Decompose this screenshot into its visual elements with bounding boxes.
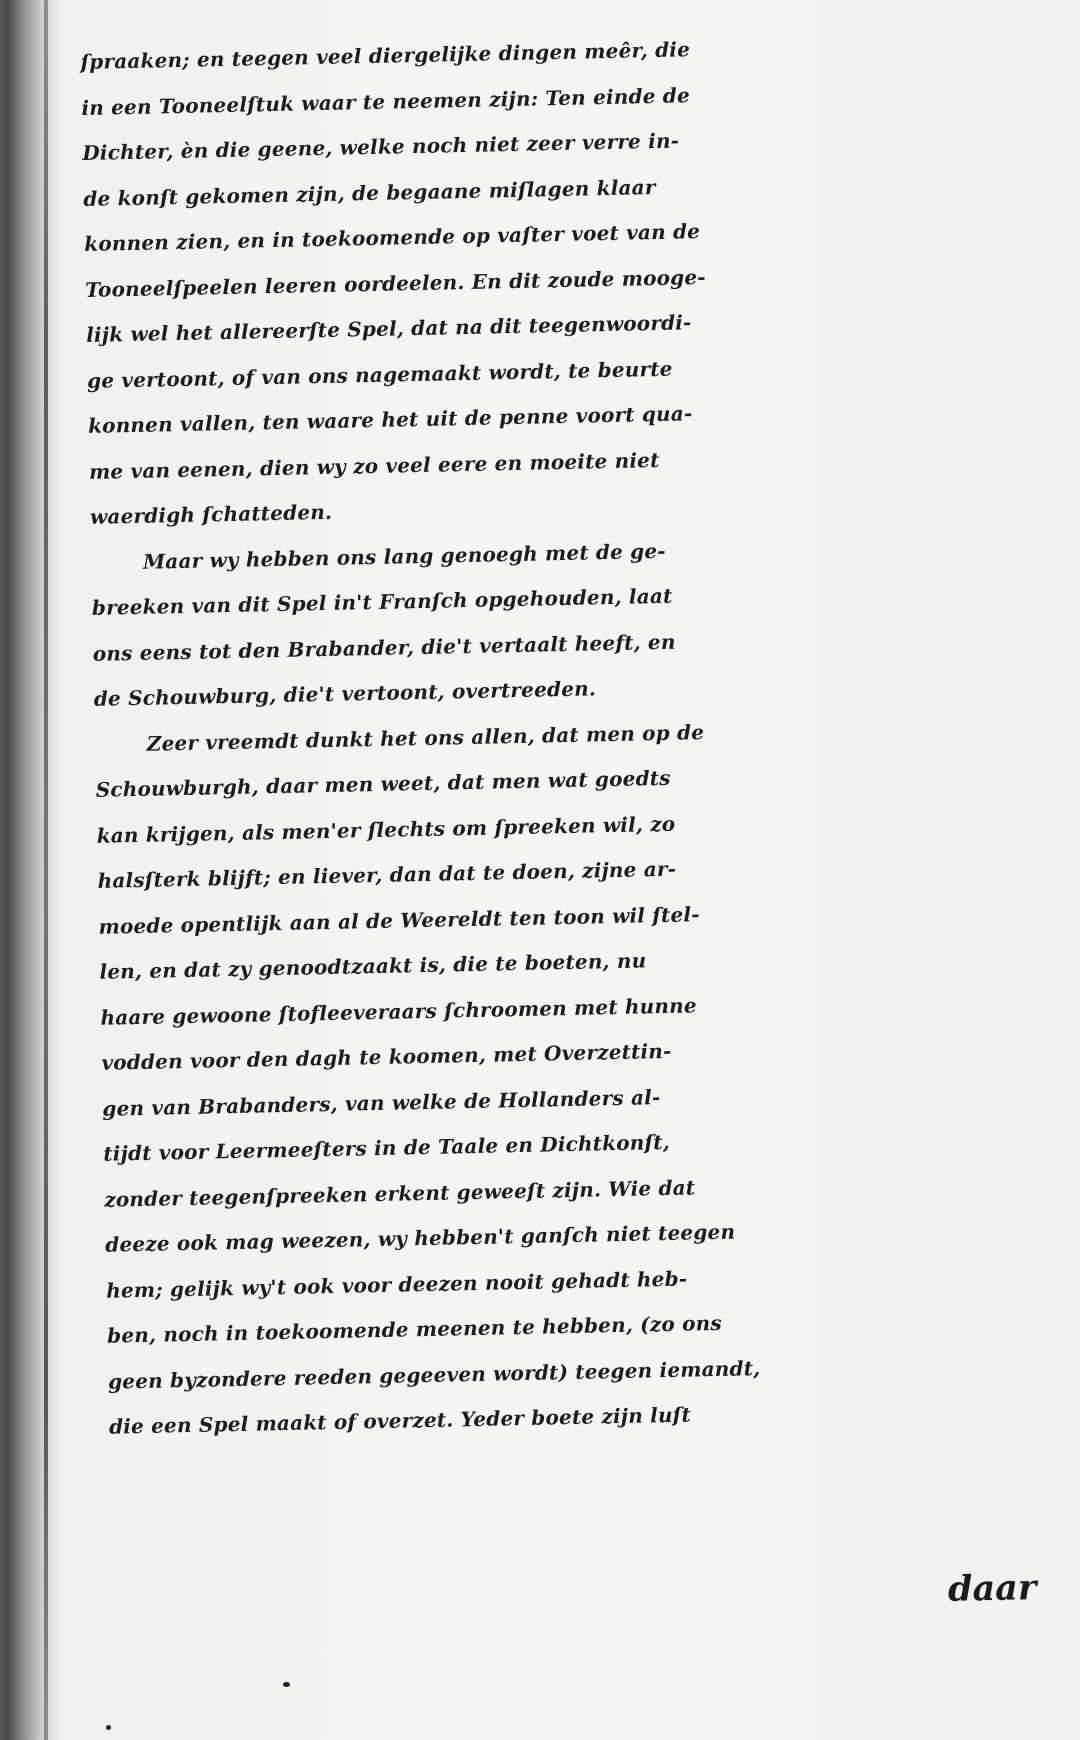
text-line: haare gewoone ſtofleeveraars ſchroomen met hunne <box>100 992 698 1030</box>
text-line: breeken van dit Spel in't Franſch opgehouden, laat <box>91 583 673 620</box>
paragraph-start-line: Maar wy hebben ons lang genoegh met de ge- <box>142 538 667 574</box>
page-text <box>80 20 1069 1450</box>
text-line: die een Spel maakt of overzet. Yeder boete zijn luſt <box>108 1402 692 1439</box>
text-line: len, en dat zy genoodtzaakt is, die te boeten, nu <box>99 948 647 984</box>
paragraph-start-line: Zeer vreemdt dunkt het ons allen, dat men op de <box>146 719 705 756</box>
text-line: ons eens tot den Brabander, die't vertaalt heeft, en <box>92 629 676 666</box>
catchword: daar <box>947 1567 1037 1610</box>
text-line: de Schouwburg, die't vertoont, overtreeden. <box>93 676 597 711</box>
binding-edge <box>44 0 48 1740</box>
text-line: de konſt gekomen zijn, de begaane miſlagen klaar <box>83 174 656 211</box>
text-line: ge vertoont, of van ons nagemaakt wordt, te beurte <box>86 356 673 393</box>
text-line: hem; gelijk wy't ook voor deezen nooit gehadt heb- <box>105 1266 688 1303</box>
text-line: gen van Brabanders, van welke de Hollanders al- <box>102 1084 661 1121</box>
text-line: konnen vallen, ten waare het uit de penne voort qua- <box>87 401 693 438</box>
text-line: Schouwburgh, daar men weet, dat men wat goedts <box>95 765 671 802</box>
text-line: Tooneelſpeelen leeren oordeelen. En dit zoude mooge- <box>84 264 707 302</box>
text-line: deeze ook mag weezen, wy hebben't ganſch niet teegen <box>104 1219 736 1257</box>
text-line: konnen zien, en in toekoomende op vaſter voet van de <box>84 219 701 256</box>
text-line: lijk wel het allereerſte Spel, dat na dit teegenwoordi- <box>85 310 692 347</box>
text-line: waerdigh ſchatteden. <box>89 499 333 529</box>
binding-gutter <box>0 0 60 1740</box>
ink-speck <box>283 1682 290 1687</box>
text-line: geen byzondere reeden gegeeven wordt) teegen iemandt, <box>107 1355 761 1394</box>
text-line: me van eenen, dien wy zo veel eere en moeite niet <box>88 447 660 484</box>
text-line: zonder teegenſpreeken erkent geweeſt zijn. Wie dat <box>104 1174 696 1212</box>
text-line: Dichter, èn die geene, welke noch niet zeer verre in- <box>82 128 680 165</box>
text-line: vodden voor den dagh te koomen, met Overzettin- <box>101 1038 672 1075</box>
text-line: kan krijgen, als men'er ſlechts om ſpreeken wil, zo <box>96 811 676 848</box>
text-line: tijdt voor Leermeeſters in de Taale en Dichtkonſt, <box>103 1129 671 1166</box>
ink-speck <box>106 1725 111 1730</box>
text-line: moede opentlijk aan al de Weereldt ten toon wil ſtel- <box>98 901 700 939</box>
text-line: ſpraaken; en teegen veel diergelijke dingen meêr, die <box>80 37 691 74</box>
text-line: ben, noch in toekoomende meenen te hebben, (zo ons <box>106 1310 723 1348</box>
text-line: halsſterk blijft; en liever, dan dat te doen, zijne ar- <box>97 856 677 893</box>
text-line: in een Tooneelſtuk waar te neemen zijn: Ten einde de <box>81 82 691 120</box>
